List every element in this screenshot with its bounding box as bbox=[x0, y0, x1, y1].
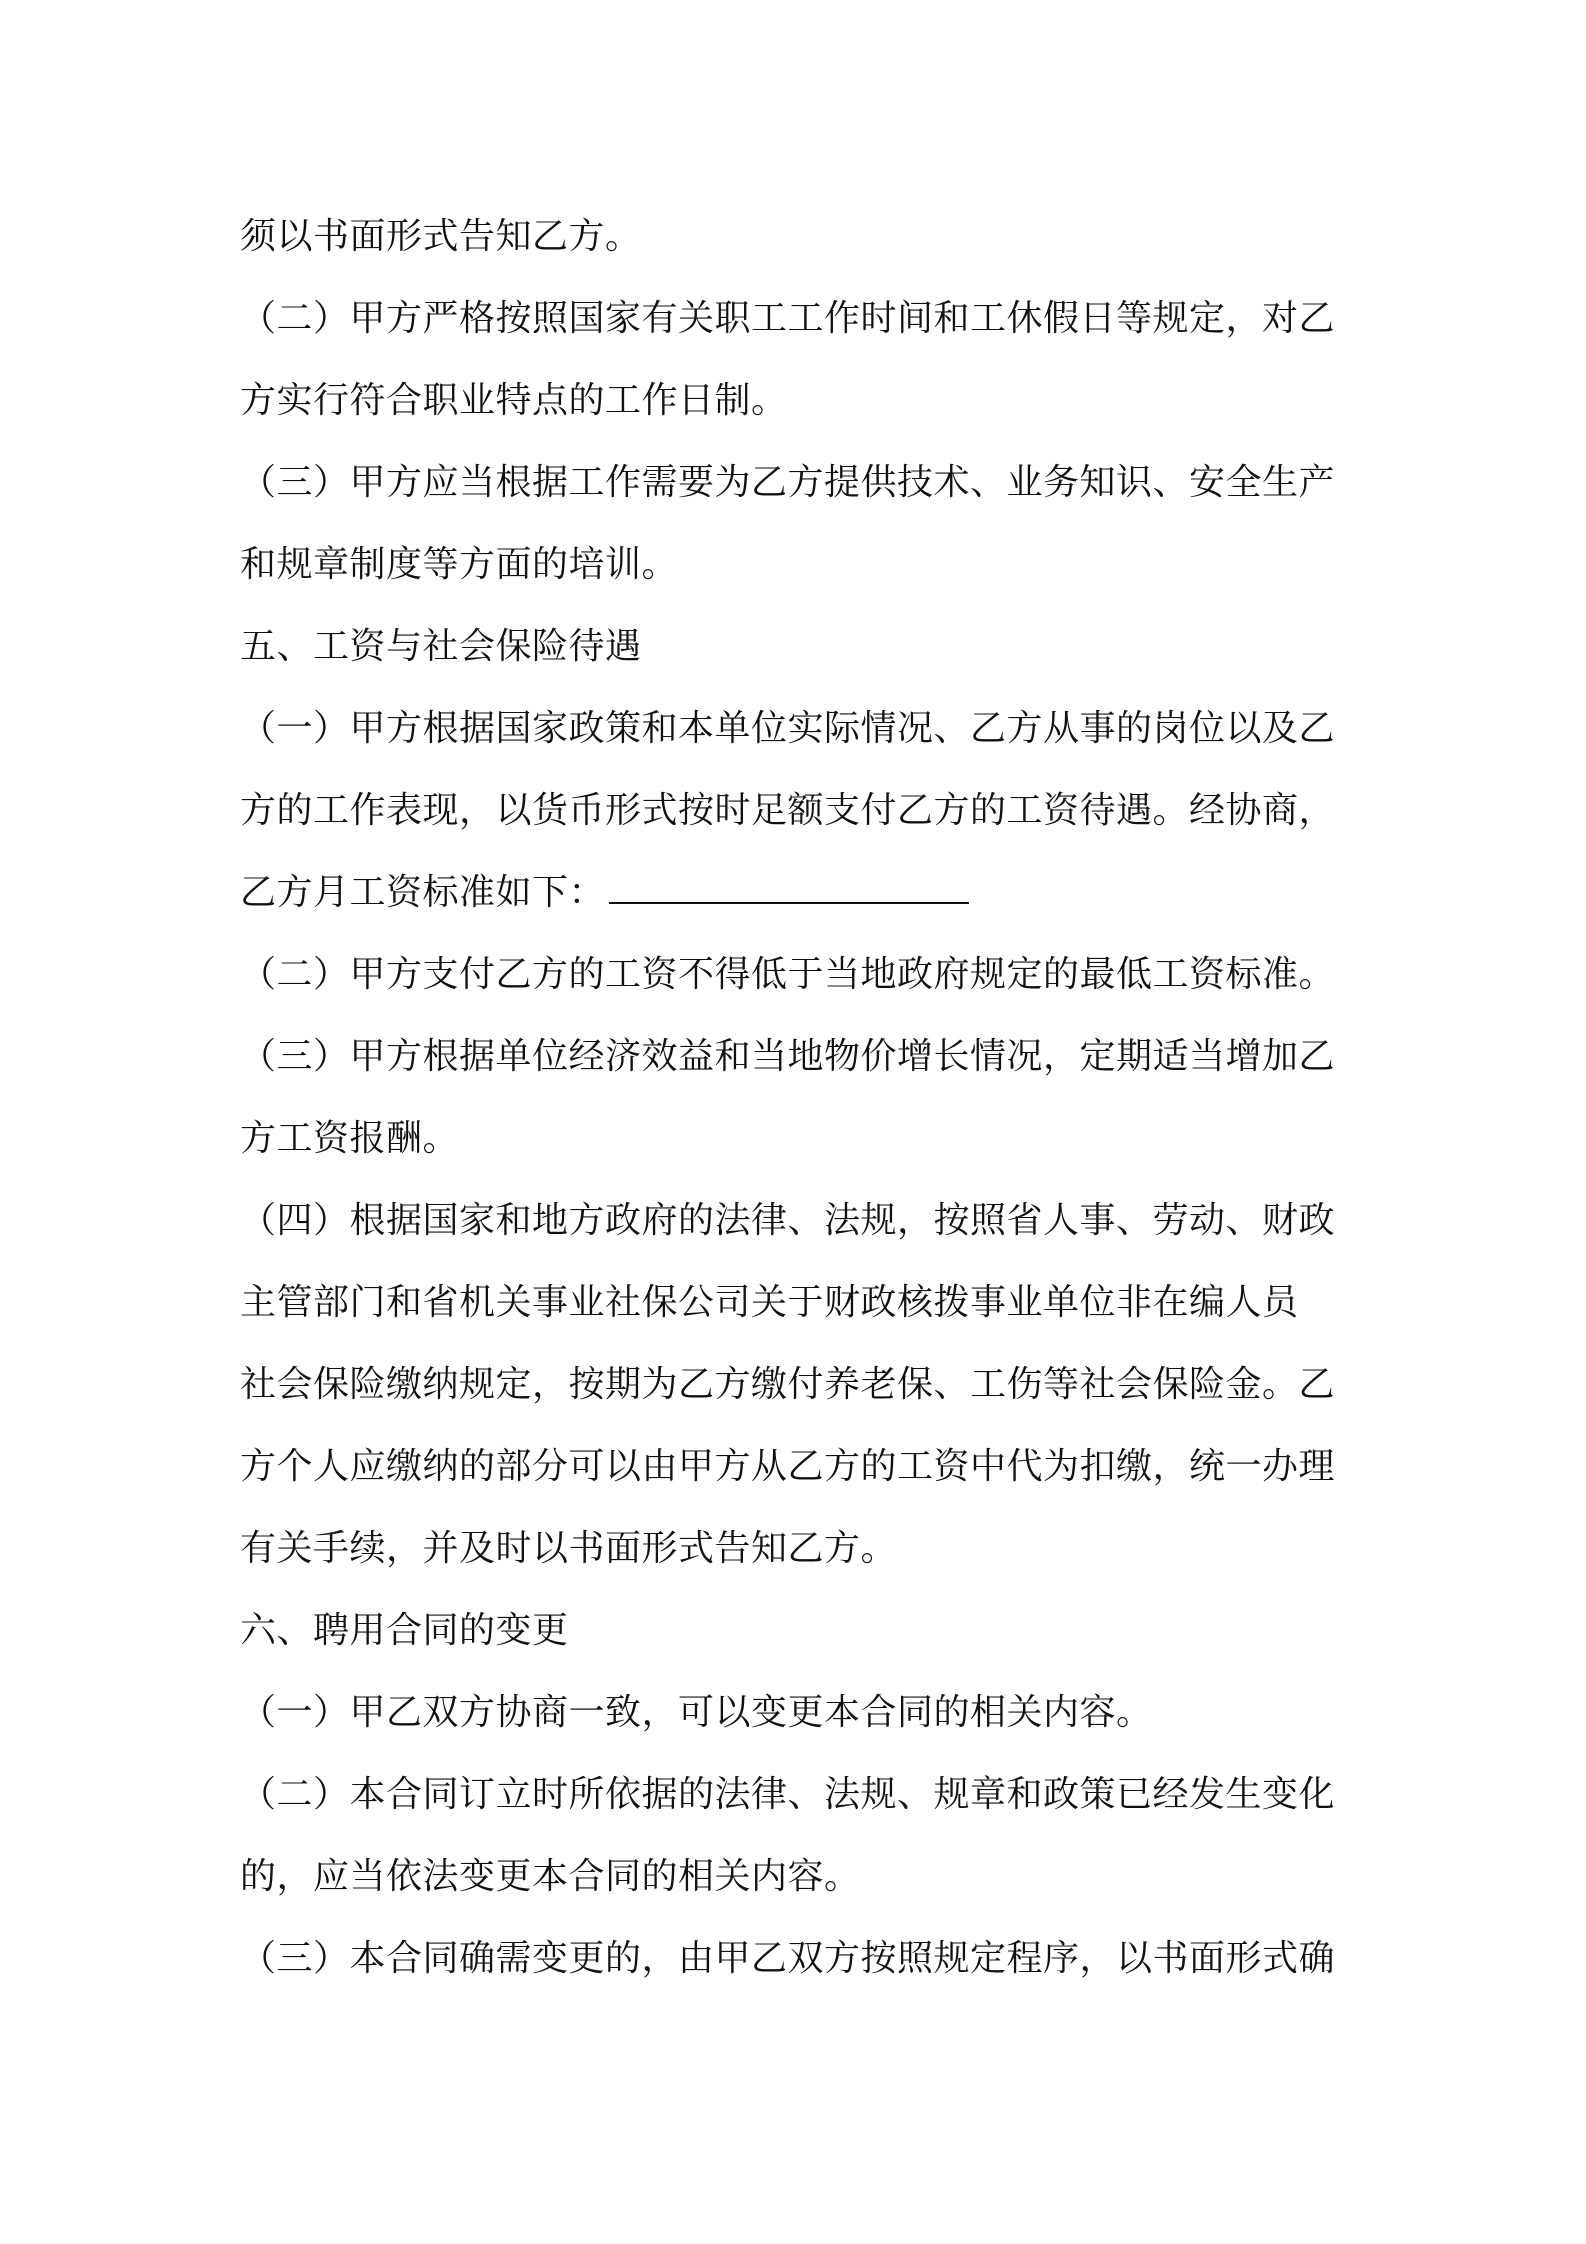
text-line: （三）甲方应当根据工作需要为乙方提供技术、业务知识、安全生产 bbox=[240, 462, 1336, 503]
text-line: 方工资报酬。 bbox=[240, 1118, 460, 1159]
salary-label: 乙方月工资标准如下： bbox=[240, 872, 606, 913]
text-line: （一）甲方根据国家政策和本单位实际情况、乙方从事的岗位以及乙 bbox=[240, 708, 1336, 749]
text-line: 社会保险缴纳规定，按期为乙方缴付养老保、工伤等社会保险金。乙 bbox=[240, 1364, 1336, 1405]
salary-line bbox=[240, 852, 1352, 934]
text-line: （一）甲乙双方协商一致，可以变更本合同的相关内容。 bbox=[240, 1692, 1153, 1733]
text-line: 和规章制度等方面的培训。 bbox=[240, 544, 679, 585]
text-line: （三）本合同确需变更的，由甲乙双方按照规定程序，以书面形式确 bbox=[240, 1938, 1336, 1979]
section-heading: 六、聘用合同的变更 bbox=[240, 1610, 569, 1651]
text-line: 方实行符合职业特点的工作日制。 bbox=[240, 380, 788, 421]
text-line: 方个人应缴纳的部分可以由甲方从乙方的工资中代为扣缴，统一办理 bbox=[240, 1446, 1336, 1487]
document-body bbox=[240, 196, 1352, 2000]
text-line: 的，应当依法变更本合同的相关内容。 bbox=[240, 1856, 861, 1897]
text-line: 主管部门和省机关事业社保公司关于财政核拨事业单位非在编人员 bbox=[240, 1282, 1299, 1323]
text-line: 须以书面形式告知乙方。 bbox=[240, 216, 642, 257]
salary-blank bbox=[609, 868, 969, 904]
text-line: 方的工作表现，以货币形式按时足额支付乙方的工资待遇。经协商， bbox=[240, 790, 1336, 831]
text-line: （二）甲方严格按照国家有关职工工作时间和工休假日等规定，对乙 bbox=[240, 298, 1336, 339]
text-line: （二）甲方支付乙方的工资不得低于当地政府规定的最低工资标准。 bbox=[240, 954, 1336, 995]
section-heading: 五、工资与社会保险待遇 bbox=[240, 626, 642, 667]
text-line: （四）根据国家和地方政府的法律、法规，按照省人事、劳动、财政 bbox=[240, 1200, 1336, 1241]
text-line: （三）甲方根据单位经济效益和当地物价增长情况，定期适当增加乙 bbox=[240, 1036, 1336, 1077]
text-line: 有关手续，并及时以书面形式告知乙方。 bbox=[240, 1528, 898, 1569]
text-line: （二）本合同订立时所依据的法律、法规、规章和政策已经发生变化 bbox=[240, 1774, 1336, 1815]
